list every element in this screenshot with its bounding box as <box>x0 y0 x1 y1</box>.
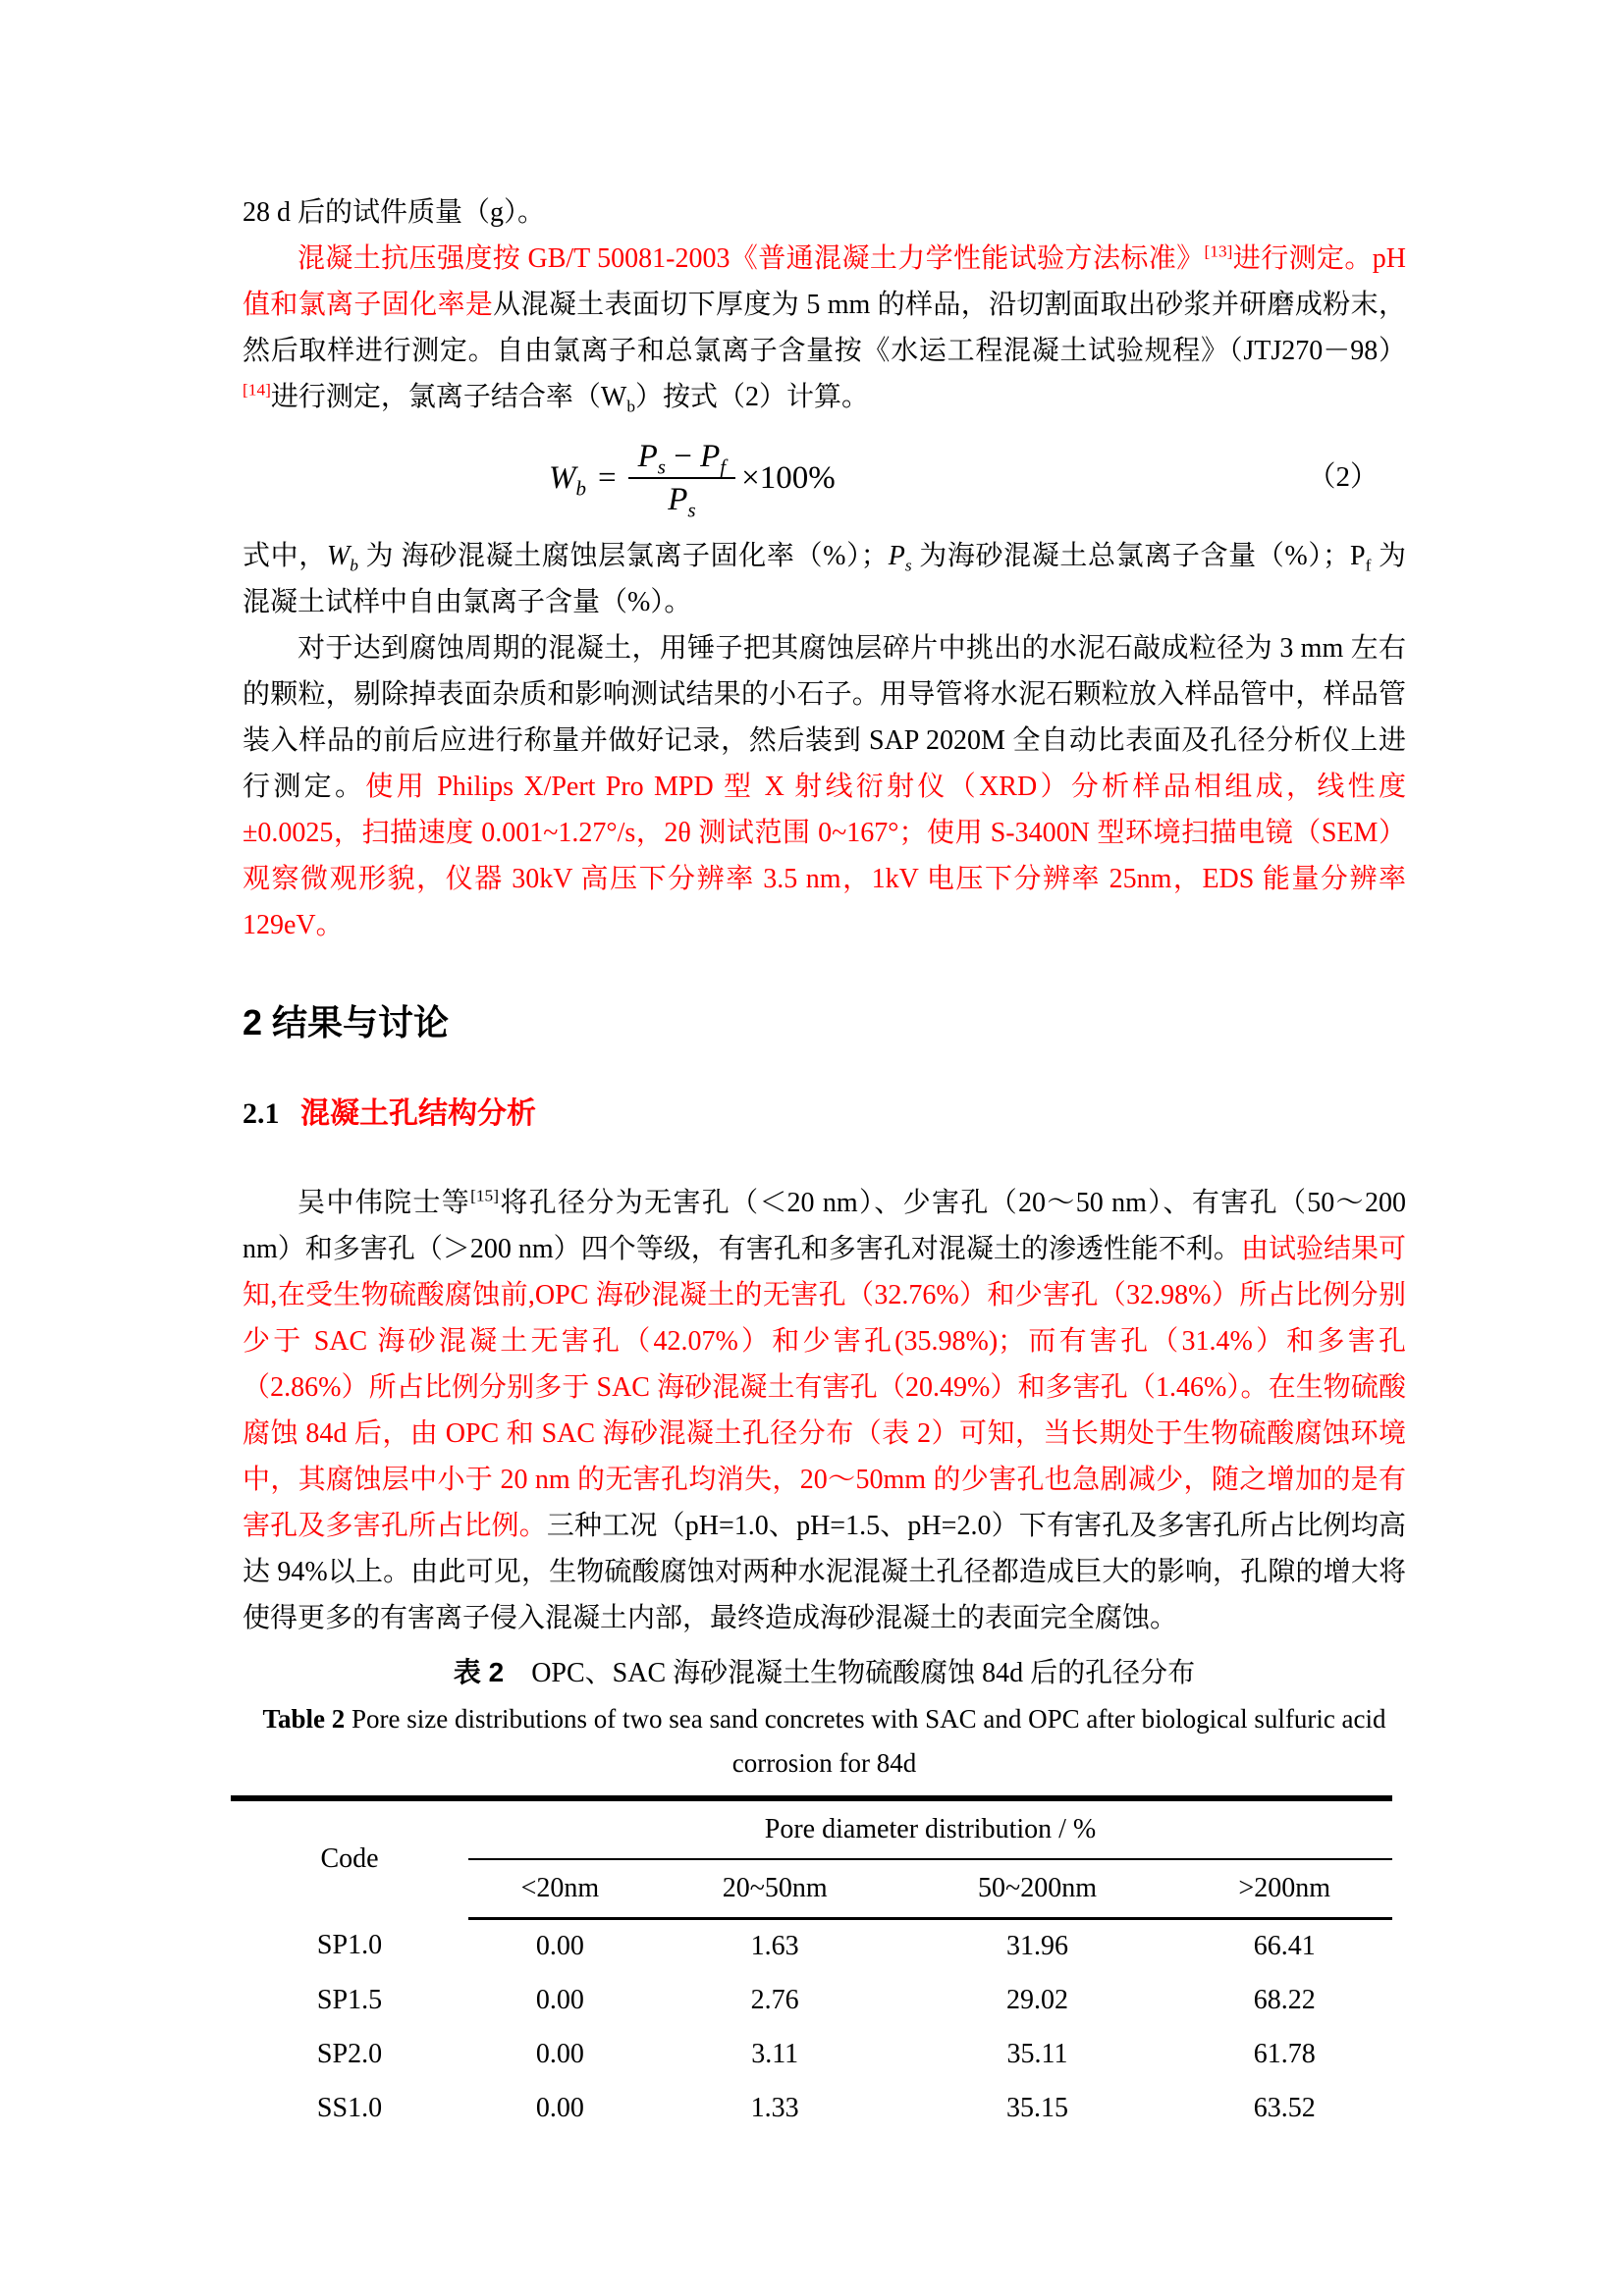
equation-lhs <box>549 460 586 501</box>
subsection-number: 2.1 <box>243 1096 280 1130</box>
text-run: 为海砂混凝土总氯离子含量（%）； <box>911 540 1350 571</box>
pore-size-table <box>231 1795 1392 2136</box>
table-row <box>231 1918 1392 1974</box>
pore-value-cell: 31.96 <box>1006 1931 1069 1962</box>
equation-symbol: P <box>700 439 721 474</box>
text-run: P <box>888 540 905 571</box>
row-code: SP2.0 <box>316 2039 383 2070</box>
text-run: f <box>1365 556 1372 575</box>
text-run: 式中， <box>243 540 327 571</box>
column-header-lt20nm: <20nm <box>468 1859 652 1919</box>
pore-value-cell: 35.11 <box>1006 2039 1068 2070</box>
table-caption-en-line2: corrosion for 84d <box>731 1747 917 1778</box>
text-run: 进行测定，氯离子结合率（W <box>270 382 627 412</box>
text-run: ）按式（2）计算。 <box>635 382 870 412</box>
equation-subscript: s <box>657 454 666 479</box>
equation-symbol: W <box>549 460 576 497</box>
table-caption-cn-text: OPC、SAC 海砂混凝土生物硫酸腐蚀 84d 后的孔径分布 <box>504 1657 1196 1688</box>
text-run: 由试验结果可知,在受生物硫酸腐蚀前,OPC 海砂混凝土的无害孔（32.76%）和少害孔（32.98%）所占比例分别少于 SAC 海砂混凝土无害孔（42.07%）和少害孔(35.98%)；而有害孔（31.4%）和多害孔（2.86%）所占比例分别多于 SAC 海砂混凝土有害孔（20.49%）和多害孔（1.46%）。在生物硫酸腐蚀 84d 后，由 OPC 和 SAC 海砂混凝土孔径分布（表 2）可知，当长期处于生物硫酸腐蚀环境中，其腐蚀层中小于 20 nm 的无害孔均消失，20～50mm 的少害孔也急剧减少，随之增加的是有害孔及多害孔所占比例。 <box>243 1233 1406 1541</box>
text-run: 为混凝土试样中自由氯离子含量（%）。 <box>243 540 1406 617</box>
table-caption-en <box>243 1697 1406 1786</box>
equation-number: （2） <box>1307 461 1379 494</box>
table-group-header-row <box>231 1798 1392 1859</box>
equation-subscript: b <box>575 476 586 501</box>
subsection-heading-pore-structure <box>243 1095 1406 1133</box>
paragraph-sample-preparation <box>243 625 1406 948</box>
pore-value-cell: 2.76 <box>750 1985 799 2016</box>
table-caption-en-text: Pore size distributions of two sea sand concretes with SAC and OPC after biological sulfuric acid <box>345 1703 1386 1734</box>
table-caption-cn-label: 表 2 <box>453 1656 505 1687</box>
table-caption-cn <box>243 1651 1406 1695</box>
column-header-gt200nm: >200nm <box>1176 1859 1392 1919</box>
row-code: SP1.5 <box>316 1985 383 2016</box>
pore-value-cell: 1.63 <box>750 1931 799 1962</box>
text-run: P <box>1350 540 1366 571</box>
column-header-code: Code <box>320 1843 379 1875</box>
page-content <box>243 189 1406 2136</box>
text-run: [14] <box>243 380 271 400</box>
equation-subscript: s <box>687 498 696 522</box>
equation-symbol: P <box>637 439 658 474</box>
text-run: b <box>350 556 358 575</box>
text-run: 28 d 后的试件质量（g）。 <box>243 197 546 228</box>
table-row <box>231 1974 1392 2028</box>
pore-value-cell: 0.00 <box>535 2093 584 2124</box>
fraction-numerator <box>628 436 736 477</box>
row-code: SS1.0 <box>316 2093 383 2124</box>
pore-value-cell: 61.78 <box>1253 2039 1316 2070</box>
pore-value-cell: 63.52 <box>1253 2093 1316 2124</box>
pore-value-cell: 0.00 <box>535 2039 584 2070</box>
section-heading-results: 2 结果与讨论 <box>243 1001 450 1042</box>
text-run: b <box>626 397 636 416</box>
text-run: 为 海砂混凝土腐蚀层氯离子固化率（%）； <box>357 540 889 571</box>
column-header-50-200nm: 50~200nm <box>898 1859 1177 1919</box>
text-run: 对于达到腐蚀周期的混凝土，用锤子把其腐蚀层碎片中挑出的水泥石敲成粒径为 3 mm 左右的颗粒，剔除掉表面杂质和影响测试结果的小石子。用导管将水泥石颗粒放入样品管中，样品管装入样品的前后应进行称量并做好记录，然后装到 SAP 2020M 全自动比表面及孔径分析仪上进行测定。 <box>243 632 1406 802</box>
subsection-title: 混凝土孔结构分析 <box>300 1096 536 1130</box>
equation-body <box>549 436 836 521</box>
table-caption-en-label: Table 2 <box>262 1703 346 1734</box>
text-run: 将孔径分为无害孔（＜20 nm）、少害孔（20～50 nm）、有害孔（50～200 nm）和多害孔（＞200 nm）四个等级，有害孔和多害孔对混凝土的渗透性能不利。 <box>243 1187 1406 1264</box>
paragraph-pore-analysis <box>243 1180 1406 1641</box>
column-header-20-50nm: 20~50nm <box>652 1859 898 1919</box>
pore-value-cell: 0.00 <box>535 1931 584 1962</box>
equation-2 <box>243 436 1406 521</box>
row-code: SP1.0 <box>316 1930 383 1961</box>
paragraph-equation-explanation <box>243 533 1406 625</box>
column-group-header: Pore diameter distribution / % <box>468 1798 1392 1859</box>
pore-value-cell: 0.00 <box>535 1985 584 2016</box>
pore-table-header <box>231 1798 1392 1919</box>
table-row <box>231 2028 1392 2082</box>
minus-sign: − <box>674 439 692 474</box>
pore-value-cell: 1.33 <box>750 2093 799 2124</box>
text-run: 三种工况（pH=1.0、pH=1.5、pH=2.0）下有害孔及多害孔所占比例均高达 94%以上。由此可见，生物硫酸腐蚀对两种水泥混凝土孔径都造成巨大的影响，孔隙的增大将使得更多的有害离子侵入混凝土内部，最终造成海砂混凝土的表面完全腐蚀。 <box>243 1510 1406 1633</box>
text-run: 进行测定。pH 值和氯离子固化率是 <box>243 243 1406 320</box>
equation-subscript: f <box>720 454 727 479</box>
pore-table-body <box>231 1918 1392 2136</box>
fraction <box>628 436 736 521</box>
paragraph-test-methods <box>243 236 1406 420</box>
pore-value-cell: 35.15 <box>1006 2093 1069 2124</box>
text-run: [15] <box>470 1186 500 1205</box>
table-caption-en-line1 <box>243 1697 1406 1741</box>
text-run: W <box>326 540 351 571</box>
paragraph-specimen-mass <box>243 189 1406 236</box>
pore-value-cell: 68.22 <box>1253 1985 1316 2016</box>
pore-value-cell: 3.11 <box>751 2039 799 2070</box>
equation-symbol: P <box>668 482 688 518</box>
text-run: 从混凝土表面切下厚度为 5 mm 的样品，沿切割面取出砂浆并研磨成粉末，然后取样进行测定。自由氯离子和总氯离子含量按《水运工程混凝土试验规程》（JTJ270－98） <box>243 290 1406 366</box>
text-run: 使用 Philips X/Pert Pro MPD 型 X 射线衍射仪（XRD）分析样品相组成，线性度±0.0025，扫描速度 0.001~1.27°/s，2θ 测试范围 0~167°；使用 S-3400N 型环境扫描电镜（SEM）观察微观形貌，仪器 30kV 高压下分辨率 3.5 nm，1kV 电压下分辨率 25nm，EDS 能量分辨率 129eV。 <box>243 771 1406 940</box>
equals-sign: = <box>598 460 617 497</box>
fraction-denominator <box>628 477 736 520</box>
table-row <box>231 2082 1392 2136</box>
pore-value-cell: 66.41 <box>1253 1931 1316 1962</box>
text-run: [13] <box>1204 241 1233 261</box>
text-run: s <box>904 556 912 575</box>
text-run: 混凝土抗压强度按 GB/T 50081-2003《普通混凝土力学性能试验方法标准》 <box>298 243 1205 274</box>
text-run: 吴中伟院士等 <box>298 1187 471 1218</box>
pore-value-cell: 29.02 <box>1006 1985 1069 2016</box>
multiplier: ×100% <box>741 460 836 497</box>
